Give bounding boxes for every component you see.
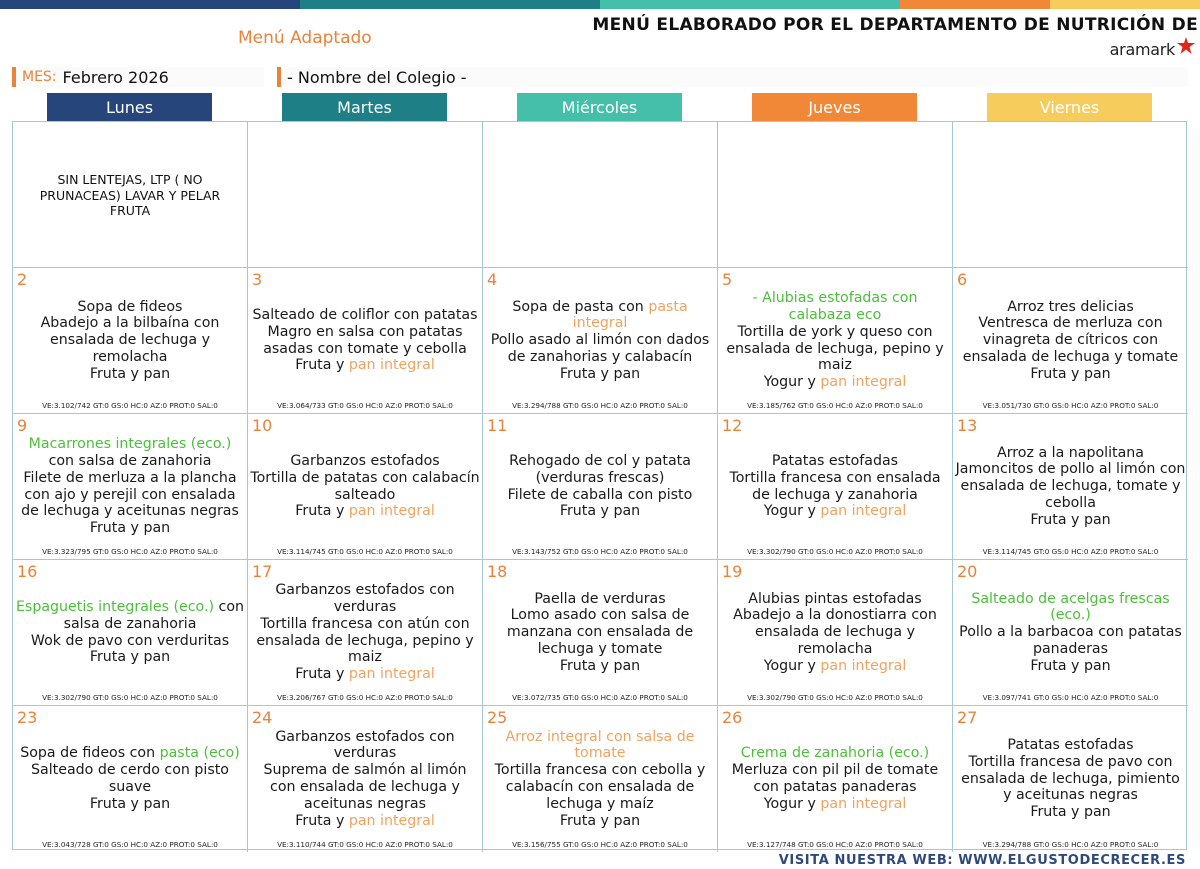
dish-text: Fruta y — [295, 357, 349, 374]
dessert-bread — [295, 357, 435, 374]
second-course — [508, 487, 693, 504]
dish-text: Garbanzos estofados con verduras — [275, 728, 455, 762]
dish-text: Sopa de pasta con — [512, 298, 649, 315]
dish-text: Abadejo a la bilbaína con ensalada de lechuga y remolacha — [40, 315, 220, 365]
day-cell — [13, 414, 248, 560]
dessert-bread — [560, 366, 640, 383]
menu-calendar-grid — [12, 121, 1187, 850]
highlighted-dish-text: pan integral — [820, 657, 907, 674]
dish-text: Ventresca de merluza con vinagreta de cítricos con ensalada de lechuga y tomate — [962, 315, 1179, 365]
first-course — [748, 591, 921, 608]
menu-dishes — [955, 720, 1186, 838]
dish-text: Magro en salsa con patatas asadas con tomate y cebolla — [263, 323, 467, 357]
dessert-bread — [90, 649, 170, 666]
dish-text: Sopa de fideos — [77, 298, 183, 315]
page-title: MENÚ ELABORADO POR EL DEPARTAMENTO DE NUTRICIÓN DE — [592, 15, 1198, 35]
dish-text: Garbanzos estofados con verduras — [275, 582, 455, 615]
highlighted-dish-text: pan integral — [820, 503, 907, 520]
dish-text: Rehogado de col y patata (verduras frescas) — [509, 452, 691, 486]
star-person-icon — [1176, 36, 1196, 56]
dish-text: Fruta y pan — [1030, 365, 1111, 382]
second-course — [955, 624, 1186, 658]
menu-dishes — [485, 428, 715, 545]
dessert-bread — [1030, 658, 1110, 675]
month-value: Febrero 2026 — [62, 67, 169, 87]
highlighted-dish-text: Espaguetis integrales (eco.) — [15, 598, 215, 615]
dish-text: Sopa de fideos con — [20, 745, 160, 762]
first-course — [1007, 299, 1134, 316]
menu-dishes — [15, 428, 245, 545]
top-bar-segment-orange — [900, 0, 1050, 9]
day-number: 10 — [252, 416, 273, 435]
dessert-bread — [90, 796, 170, 813]
month-label: MES: — [22, 69, 57, 85]
menu-dishes — [250, 574, 480, 691]
menu-dishes — [485, 282, 715, 399]
nutrition-info: VE:3.051/730 GT:0 GS:0 HC:0 AZ:0 PROT:0 SAL:0 — [982, 401, 1159, 410]
nutrition-info: VE:3.114/745 GT:0 GS:0 HC:0 AZ:0 PROT:0 SAL:0 — [277, 547, 453, 556]
dessert-bread — [90, 520, 170, 537]
highlighted-dish-text: pan integral — [820, 795, 907, 812]
dish-text: Fruta y pan — [559, 657, 641, 674]
day-number: 4 — [487, 270, 498, 289]
nutrition-info: VE:3.294/788 GT:0 GS:0 HC:0 AZ:0 PROT:0 SAL:0 — [512, 401, 688, 410]
dish-text: Tortilla francesa con cebolla y calabacín con ensalada de lechuga y maíz — [494, 762, 706, 812]
dish-text: Pollo asado al limón con dados de zanahorias y calabacín — [490, 332, 710, 365]
nutrition-info: VE:3.302/790 GT:0 GS:0 HC:0 AZ:0 PROT:0 SAL:0 — [42, 693, 218, 702]
menu-dishes — [485, 720, 715, 838]
aramark-logo — [1110, 36, 1196, 62]
school-name-field — [277, 67, 1188, 87]
first-course — [485, 453, 715, 487]
menu-dishes — [250, 720, 480, 838]
dish-text: Fruta y pan — [89, 365, 171, 382]
day-cell — [953, 122, 1188, 268]
nutrition-info: VE:3.102/742 GT:0 GS:0 HC:0 AZ:0 PROT:0 SAL:0 — [42, 401, 218, 410]
dessert-bread — [560, 813, 640, 830]
dessert-bread — [295, 503, 435, 520]
dish-text: Fruta y — [295, 503, 349, 520]
first-course — [485, 299, 715, 333]
second-course — [720, 470, 950, 504]
menu-dishes — [720, 720, 950, 838]
first-course — [534, 591, 665, 608]
second-course — [31, 633, 229, 650]
dish-text: Tortilla francesa con atún con ensalada de lechuga, pepino y maiz — [256, 615, 474, 666]
nutrition-info: VE:3.156/755 GT:0 GS:0 HC:0 AZ:0 PROT:0 SAL:0 — [512, 840, 688, 849]
highlighted-dish-text: Arroz integral con salsa de tomate — [505, 728, 695, 762]
first-course — [741, 745, 929, 762]
dish-text: Arroz tres delicias — [1007, 298, 1134, 315]
day-number: 13 — [957, 416, 978, 435]
dish-text: Jamoncitos de pollo al limón con ensalada de lechuga, tomate y cebolla — [955, 461, 1186, 511]
menu-dishes — [720, 282, 950, 399]
day-cell — [483, 560, 718, 706]
day-cell — [248, 122, 483, 268]
first-course — [20, 745, 240, 762]
nutrition-info: VE:3.127/748 GT:0 GS:0 HC:0 AZ:0 PROT:0 SAL:0 — [747, 840, 923, 849]
second-course — [720, 762, 950, 796]
dish-text: Fruta y pan — [559, 812, 641, 829]
dish-text: Paella de verduras — [534, 590, 666, 607]
nutrition-info: VE:3.064/733 GT:0 GS:0 HC:0 AZ:0 PROT:0 SAL:0 — [277, 401, 453, 410]
nutrition-info: VE:3.206/767 GT:0 GS:0 HC:0 AZ:0 PROT:0 SAL:0 — [277, 693, 453, 702]
highlighted-dish-text: pan integral — [348, 812, 435, 829]
dish-text: Garbanzos estofados — [290, 452, 440, 469]
day-cell — [248, 706, 483, 852]
first-course — [772, 453, 898, 470]
day-number: 18 — [487, 562, 508, 581]
day-cell — [483, 122, 718, 268]
second-course — [15, 315, 245, 365]
day-cell — [483, 414, 718, 560]
nutrition-info: VE:3.114/745 GT:0 GS:0 HC:0 AZ:0 PROT:0 SAL:0 — [982, 547, 1159, 556]
day-number: 24 — [252, 708, 273, 727]
first-course — [955, 591, 1186, 625]
dessert-bread — [764, 374, 907, 391]
day-cell — [953, 268, 1188, 414]
day-cell — [718, 560, 953, 706]
first-course — [250, 729, 480, 763]
day-number: 17 — [252, 562, 273, 581]
menu-dishes — [15, 282, 245, 399]
highlighted-dish-text: pasta (eco) — [159, 745, 240, 762]
dish-text: Merluza con pil pil de tomate con patatas panaderas — [731, 762, 939, 795]
dish-text: Filete de caballa con pisto — [507, 486, 693, 503]
weekday-lunes: Lunes — [47, 93, 212, 122]
dessert-bread — [1030, 512, 1110, 529]
top-bar-segment-teal — [300, 0, 600, 9]
nutrition-info: VE:3.302/790 GT:0 GS:0 HC:0 AZ:0 PROT:0 SAL:0 — [747, 547, 923, 556]
highlighted-dish-text: Crema de zanahoria (eco.) — [740, 745, 930, 762]
dish-text: Fruta y pan — [1030, 657, 1111, 674]
dish-text: Fruta y pan — [1030, 511, 1111, 528]
second-course — [955, 315, 1186, 365]
highlighted-dish-text: Macarrones integrales (eco.) — [28, 436, 232, 453]
menu-dishes — [955, 428, 1186, 545]
top-bar-segment-aqua — [600, 0, 900, 9]
menu-dishes — [720, 428, 950, 545]
dessert-bread — [560, 658, 640, 675]
dish-text: Tortilla de patatas con calabacín salteado — [250, 469, 480, 503]
dish-text: Salteado de cerdo con pisto suave — [31, 762, 229, 795]
day-cell — [718, 268, 953, 414]
day-cell — [718, 414, 953, 560]
day-cell — [248, 268, 483, 414]
day-cell — [718, 122, 953, 268]
dish-text: Fruta y pan — [89, 649, 171, 666]
dish-text: Wok de pavo con verduritas — [30, 632, 230, 649]
weekday-viernes: Viernes — [987, 93, 1152, 122]
dessert-bread — [1030, 366, 1110, 383]
nutrition-info: VE:3.110/744 GT:0 GS:0 HC:0 AZ:0 PROT:0 SAL:0 — [277, 840, 453, 849]
first-course — [15, 436, 245, 470]
day-number: 12 — [722, 416, 743, 435]
day-cell — [953, 414, 1188, 560]
day-number: 26 — [722, 708, 743, 727]
second-course — [485, 762, 715, 812]
dish-text: Lomo asado con salsa de manzana con ensalada de lechuga y tomate — [506, 607, 694, 657]
day-number: 25 — [487, 708, 508, 727]
day-number: 11 — [487, 416, 508, 435]
day-number: 6 — [957, 270, 968, 289]
dish-text: Patatas estofadas — [771, 452, 899, 469]
logo-text: aramark — [1109, 39, 1175, 59]
dessert-bread — [1030, 804, 1110, 821]
dessert-bread — [560, 503, 640, 520]
dish-text: Fruta y pan — [559, 503, 641, 520]
day-cell — [13, 560, 248, 706]
second-course — [250, 324, 480, 358]
second-course — [955, 754, 1186, 804]
day-cell — [248, 560, 483, 706]
dish-text: Tortilla francesa con ensalada de lechuga y zanahoria — [729, 469, 941, 503]
day-number: 27 — [957, 708, 978, 727]
dish-text: Abadejo a la donostiarra con ensalada de lechuga y remolacha — [733, 607, 937, 657]
highlighted-dish-text: pan integral — [348, 666, 435, 683]
second-course — [720, 324, 950, 374]
dish-text: Tortilla francesa de pavo con ensalada de lechuga, pimiento y aceitunas negras — [961, 753, 1180, 804]
nutrition-info: VE:3.072/735 GT:0 GS:0 HC:0 AZ:0 PROT:0 SAL:0 — [512, 693, 688, 702]
second-course — [250, 762, 480, 812]
menu-dishes — [720, 574, 950, 691]
first-course — [290, 453, 439, 470]
nutrition-info: VE:3.294/788 GT:0 GS:0 HC:0 AZ:0 PROT:0 SAL:0 — [982, 840, 1159, 849]
day-number: 16 — [17, 562, 38, 581]
second-course — [250, 470, 480, 504]
dish-text: Suprema de salmón al limón con ensalada de lechuga y aceitunas negras — [263, 762, 467, 812]
dish-text: con salsa de zanahoria — [63, 598, 245, 632]
dessert-bread — [764, 658, 907, 675]
second-course — [955, 461, 1186, 511]
dish-text: Fruta y pan — [89, 795, 171, 812]
day-cell — [13, 706, 248, 852]
dish-text: Fruta y — [295, 666, 349, 683]
weekday-martes: Martes — [282, 93, 447, 122]
day-cell — [13, 122, 248, 268]
day-number: 19 — [722, 562, 743, 581]
dessert-bread — [764, 503, 907, 520]
nutrition-info: VE:3.043/728 GT:0 GS:0 HC:0 AZ:0 PROT:0 SAL:0 — [42, 840, 218, 849]
dish-text: Fruta y pan — [559, 365, 641, 382]
website-footer: VISITA NUESTRA WEB: WWW.ELGUSTODECRECER.ES — [778, 853, 1186, 868]
dessert-bread — [295, 666, 435, 683]
dessert-bread — [90, 366, 170, 383]
weekday-jueves: Jueves — [752, 93, 917, 122]
menu-subtitle: Menú Adaptado — [238, 28, 372, 48]
nutrition-info: VE:3.323/795 GT:0 GS:0 HC:0 AZ:0 PROT:0 SAL:0 — [42, 547, 218, 556]
nutrition-info: VE:3.302/790 GT:0 GS:0 HC:0 AZ:0 PROT:0 SAL:0 — [747, 693, 923, 702]
dish-text: Yogur y — [763, 374, 821, 391]
first-course — [997, 445, 1144, 462]
day-number: 2 — [17, 270, 28, 289]
dish-text: Arroz a la napolitana — [997, 444, 1144, 461]
menu-dishes — [955, 282, 1186, 399]
dish-text: Alubias pintas estofadas — [748, 590, 922, 607]
day-cell — [718, 706, 953, 852]
dessert-bread — [764, 796, 907, 813]
day-number: 5 — [722, 270, 733, 289]
menu-dishes — [955, 574, 1186, 691]
top-bar-segment-yellow — [1050, 0, 1200, 9]
dish-text: Patatas estofadas — [1007, 737, 1134, 753]
dish-text: Yogur y — [763, 657, 821, 674]
day-cell — [248, 414, 483, 560]
day-cell — [953, 560, 1188, 706]
day-cell — [483, 268, 718, 414]
dish-text: Fruta y — [295, 812, 349, 829]
dish-text: Fruta y pan — [1030, 804, 1111, 821]
weekday-miercoles: Miércoles — [517, 93, 682, 122]
weekday-header — [12, 93, 1188, 122]
first-course — [1007, 737, 1133, 754]
second-course — [485, 607, 715, 657]
day-number: 3 — [252, 270, 263, 289]
month-field — [12, 67, 264, 87]
second-course — [485, 332, 715, 366]
menu-dishes — [485, 574, 715, 691]
day-number: 20 — [957, 562, 978, 581]
menu-dishes — [15, 574, 245, 691]
first-course — [78, 299, 183, 316]
nutrition-info: VE:3.097/741 GT:0 GS:0 HC:0 AZ:0 PROT:0 SAL:0 — [982, 693, 1159, 702]
first-course — [720, 290, 950, 324]
nutrition-info: VE:3.185/762 GT:0 GS:0 HC:0 AZ:0 PROT:0 SAL:0 — [747, 401, 923, 410]
second-course — [15, 762, 245, 796]
highlighted-dish-text: pan integral — [348, 357, 435, 374]
dish-text: Yogur y — [763, 795, 821, 812]
dessert-bread — [295, 813, 435, 830]
menu-dishes — [250, 282, 480, 399]
dish-text: Pollo a la barbacoa con patatas panaderas — [959, 624, 1182, 657]
day-cell — [953, 706, 1188, 852]
day-cell — [13, 268, 248, 414]
highlighted-dish-text: pasta integral — [572, 298, 688, 332]
first-course — [485, 729, 715, 763]
dish-text: Salteado de coliflor con patatas — [252, 306, 478, 323]
top-bar-segment-blue — [0, 0, 300, 9]
second-course — [720, 607, 950, 657]
nutrition-info: VE:3.143/752 GT:0 GS:0 HC:0 AZ:0 PROT:0 SAL:0 — [512, 547, 688, 556]
day-cell — [483, 706, 718, 852]
dish-text: Fruta y pan — [89, 520, 171, 537]
dish-text: Yogur y — [763, 503, 821, 520]
first-course — [250, 582, 480, 616]
second-course — [15, 470, 245, 520]
highlighted-dish-text: pan integral — [348, 503, 435, 520]
menu-dishes — [250, 428, 480, 545]
menu-dishes — [15, 720, 245, 838]
highlighted-dish-text: pan integral — [820, 374, 907, 391]
highlighted-dish-text: - Alubias estofadas con calabaza eco — [752, 290, 918, 323]
dietary-note: SIN LENTEJAS, LTP ( NO PRUNACEAS) LAVAR Y PELAR FRUTA — [39, 172, 221, 218]
dish-text: con salsa de zanahoria — [48, 452, 212, 469]
first-course — [253, 307, 478, 324]
dish-text: Filete de merluza a la plancha con ajo y perejil con ensalada de lechuga y aceitunas negras — [21, 469, 239, 520]
second-course — [250, 616, 480, 666]
highlighted-dish-text: Salteado de acelgas frescas (eco.) — [971, 590, 1170, 624]
day-number: 23 — [17, 708, 38, 727]
school-name: - Nombre del Colegio - — [287, 67, 467, 87]
day-number: 9 — [17, 416, 28, 435]
first-course — [15, 599, 245, 633]
dish-text: Tortilla de york y queso con ensalada de lechuga, pepino y maiz — [726, 323, 944, 374]
top-color-bar — [0, 0, 1200, 9]
